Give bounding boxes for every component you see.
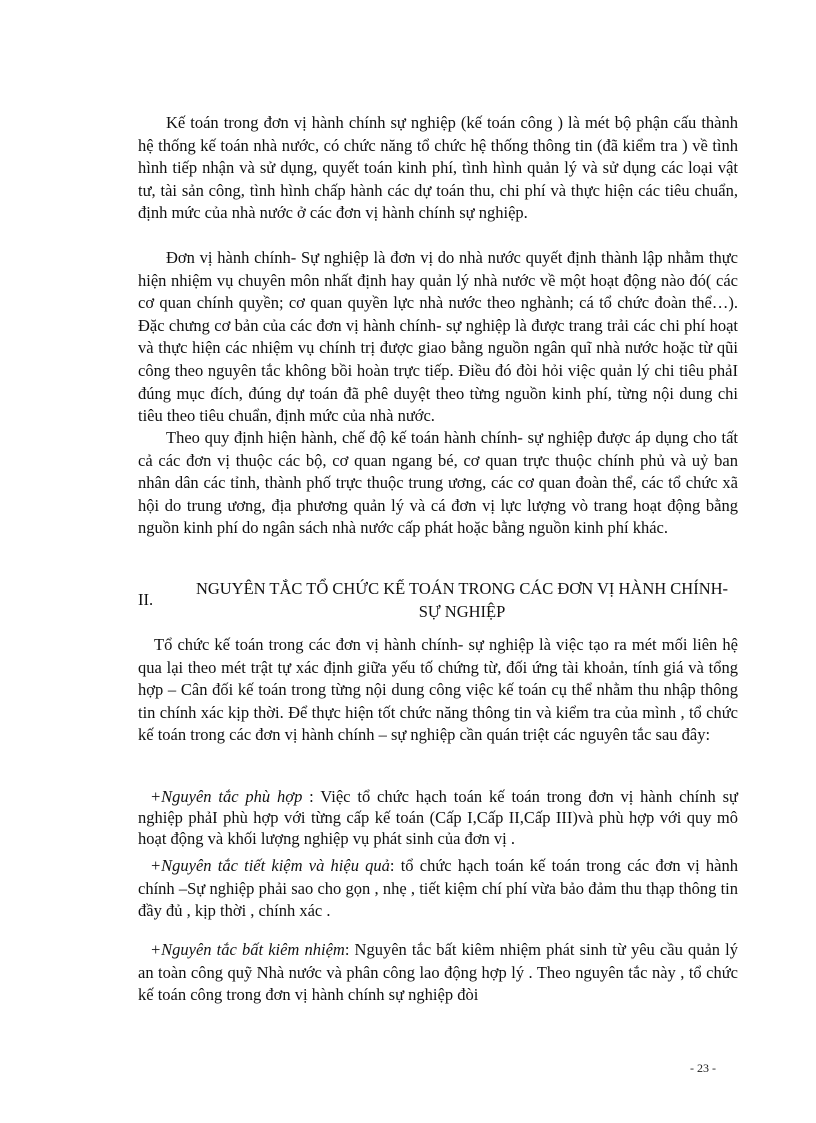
page-number: - 23 -	[690, 1061, 716, 1075]
paragraph-definition: Kế toán trong đơn vị hành chính sự nghiệp (kế toán công ) là mét bộ phận cấu thành hệ thống kế toán nhà nước, có chức năng tổ chức hệ thống thông tin (đã kiểm tra ) về tình hình tiếp nhận và sử dụng, quyết toán kinh phí, tình hình quản lý và sử dụng các loại vật tư, tài sản công, tình hình chấp hành các dự toán thu, chi phí và thực hiện các tiêu chuẩn, định mức của nhà nước ở các đơn vị hành chính sự nghiệp.	[138, 113, 738, 223]
principle-text: tổ chức hạch toán kế toán trong các đơn vị hành chính –Sự nghiệp phải sao cho gọn , nhẹ , tiết kiệm chí phí vừa bảo đảm thu thạp thông tin đầy đủ , kịp thời , chính xác .	[138, 856, 738, 921]
principle-separator: :	[389, 856, 401, 875]
principle-separator: :	[302, 787, 321, 806]
section-number: II.	[138, 590, 154, 609]
section-title: NGUYÊN TẮC TỔ CHỨC KẾ TOÁN TRONG CÁC ĐƠN VỊ HÀNH CHÍNH- SỰ NGHIỆP	[195, 579, 729, 621]
paragraph-scope: Theo quy định hiện hành, chế độ kế toán hành chính- sự nghiệp được áp dụng cho tất cả các đơn vị thuộc các bộ, cơ quan ngang bé, cơ quan trực thuộc chính phủ và uỷ ban nhân dân các tỉnh, thành phố trực thuộc trung ương, các cơ quan đoàn thể, các tổ chức xã hội do trung ương, địa phương quản lý và cá đơn vị lực lượng vò trang hoạt động bằng nguồn kinh phí do ngân sách nhà nước cấp phát hoặc bằng nguồn kinh phí khác.	[138, 428, 738, 538]
principle-separator: :	[344, 940, 355, 959]
paragraph-unit-description: Đơn vị hành chính- Sự nghiệp là đơn vị do nhà nước quyết định thành lập nhằm thực hiện nhiệm vụ chuyên môn nhất định hay quản lý nhà nước về một hoạt động nào đó( các cơ quan chính quyền; cơ quan quyền lực nhà nước theo nghành; cá tổ chức đoàn thể…). Đặc chưng cơ bản của các đơn vị hành chính- sự nghiệp là được trang trải các chi phí hoạt và thực hiện các nhiệm vụ chính trị được giao bằng nguồn ngân quĩ nhà nước hoặc từ qũi công theo nguyên tắc không bồi hoàn trực tiếp. Điều đó đòi hỏi việc quản lý chi tiêu phảI đúng mục đích, đúng dự toán đã phê duyệt theo từng nguồn kinh phí, từng nội dung chi tiêu theo tiêu chuẩn, định mức của nhà nước.	[138, 248, 738, 426]
principle-text: Việc tổ chức hạch toán kế toán trong đơn vị hành chính sự nghiệp phảI phù hợp với từng cấp kế toán (Cấp I,Cấp II,Cấp III)và phù hợp với quy mô hoạt động và khối lượng nghiệp vụ phát sinh của đơn vị .	[138, 787, 738, 848]
principle-item	[138, 855, 738, 923]
principle-item	[138, 786, 738, 849]
principle-name: +Nguyên tắc bất kiêm nhiệm	[150, 940, 345, 959]
principle-name: +Nguyên tắc phù hợp	[150, 787, 303, 806]
principle-text: Nguyên tắc bất kiêm nhiệm phát sinh từ yêu cầu quản lý an toàn công quỹ Nhà nước và phân công lao động hợp lý . Theo nguyên tắc này , tổ chức kế toán công trong đơn vị hành chính sự nghiệp đòi	[138, 940, 739, 1005]
principle-name: +Nguyên tắc tiết kiệm và hiệu quả	[150, 856, 390, 875]
principle-item	[138, 939, 738, 1007]
paragraph-intro: Tổ chức kế toán trong các đơn vị hành chính- sự nghiệp là việc tạo ra mét mối liên hệ qua lại theo mét trật tự xác định giữa yếu tố chứng từ, đối ứng tài khoản, tính giá và tổng hợp – Cân đối kế toán trong từng nội dung công việc kế toán cụ thể nhằm thu nhập thông tin chính xác kịp thời. Để thực hiện tốt chức năng thông tin và kiểm tra của mình , tổ chức kế toán trong các đơn vị hành chính – sự nghiệp cần quán triệt các nguyên tắc sau đây:	[138, 635, 738, 745]
